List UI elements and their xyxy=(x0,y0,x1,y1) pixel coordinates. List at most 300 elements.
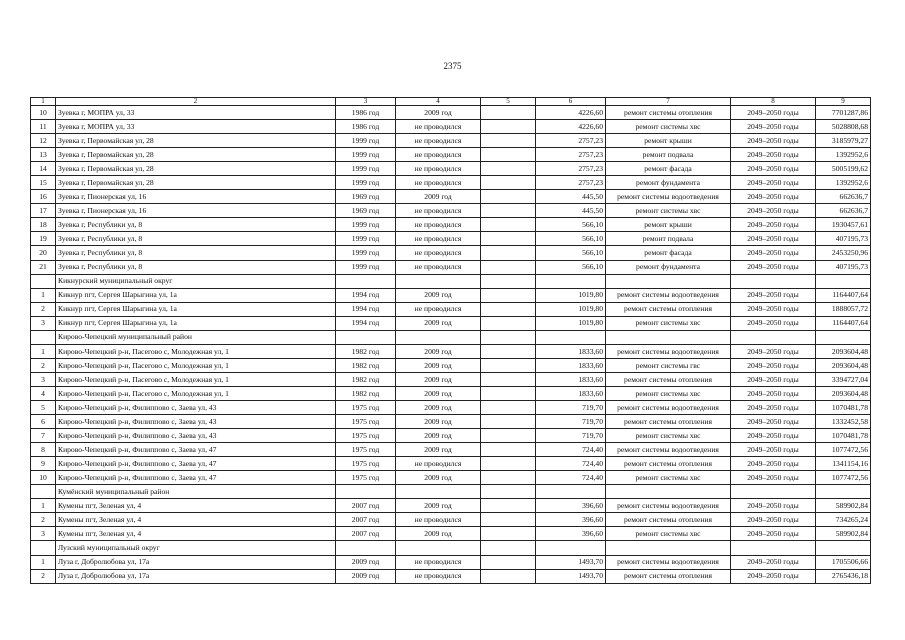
col-5-cell xyxy=(481,457,536,471)
row-number-cell: 20 xyxy=(31,246,56,260)
table-row xyxy=(31,386,871,400)
cost-cell: 2765436,18 xyxy=(816,569,871,583)
repair-type-cell: ремонт системы водоотведения xyxy=(606,499,731,513)
table-row xyxy=(31,148,871,162)
area-cell: 2757,23 xyxy=(536,148,606,162)
repair-period-cell: 2049–2050 годы xyxy=(731,204,816,218)
address-cell: Зуевка г, Республики ул, 8 xyxy=(56,218,336,232)
repair-period-cell: 2049–2050 годы xyxy=(731,358,816,372)
last-repair-year-cell: не проводился xyxy=(396,120,481,134)
area-cell: 1833,60 xyxy=(536,386,606,400)
area-cell: 2757,23 xyxy=(536,176,606,190)
repair-period-cell: 2049–2050 годы xyxy=(731,457,816,471)
column-number: 2 xyxy=(56,98,336,106)
row-number-cell: 2 xyxy=(31,569,56,583)
empty-cell xyxy=(336,330,396,344)
col-5-cell xyxy=(481,162,536,176)
section-label: Кумёнский муниципальный район xyxy=(56,485,336,499)
last-repair-year-cell: 2009 год xyxy=(396,400,481,414)
build-year-cell: 1982 год xyxy=(336,386,396,400)
last-repair-year-cell: не проводился xyxy=(396,302,481,316)
table-row xyxy=(31,344,871,358)
build-year-cell: 1999 год xyxy=(336,176,396,190)
empty-cell xyxy=(481,541,536,555)
last-repair-year-cell: не проводился xyxy=(396,246,481,260)
row-number-cell: 2 xyxy=(31,302,56,316)
table-row xyxy=(31,372,871,386)
last-repair-year-cell: 2009 год xyxy=(396,358,481,372)
col-5-cell xyxy=(481,316,536,330)
row-number-cell: 16 xyxy=(31,190,56,204)
last-repair-year-cell: не проводился xyxy=(396,176,481,190)
cost-cell: 7701287,86 xyxy=(816,106,871,120)
build-year-cell: 1999 год xyxy=(336,246,396,260)
column-number: 7 xyxy=(606,98,731,106)
build-year-cell: 2009 год xyxy=(336,569,396,583)
empty-cell xyxy=(816,330,871,344)
table-row xyxy=(31,555,871,569)
repair-type-cell: ремонт подвала xyxy=(606,232,731,246)
repair-type-cell: ремонт системы отопления xyxy=(606,457,731,471)
section-row xyxy=(31,330,871,344)
table-row xyxy=(31,499,871,513)
area-cell: 566,10 xyxy=(536,246,606,260)
col-5-cell xyxy=(481,344,536,358)
row-number-cell: 2 xyxy=(31,358,56,372)
empty-cell xyxy=(731,541,816,555)
col-5-cell xyxy=(481,513,536,527)
repair-period-cell: 2049–2050 годы xyxy=(731,162,816,176)
area-cell: 1019,80 xyxy=(536,316,606,330)
cost-cell: 3394727,04 xyxy=(816,372,871,386)
last-repair-year-cell: 2009 год xyxy=(396,372,481,386)
column-number: 4 xyxy=(396,98,481,106)
last-repair-year-cell: 2009 год xyxy=(396,443,481,457)
row-number-cell: 13 xyxy=(31,148,56,162)
area-cell: 566,10 xyxy=(536,218,606,232)
repair-period-cell: 2049–2050 годы xyxy=(731,106,816,120)
repair-type-cell: ремонт системы хвс xyxy=(606,429,731,443)
row-number-cell: 6 xyxy=(31,415,56,429)
row-number-cell: 1 xyxy=(31,499,56,513)
build-year-cell: 1999 год xyxy=(336,232,396,246)
cost-cell: 1070481,78 xyxy=(816,429,871,443)
repair-period-cell: 2049–2050 годы xyxy=(731,372,816,386)
row-number-cell: 10 xyxy=(31,106,56,120)
last-repair-year-cell: не проводился xyxy=(396,457,481,471)
area-cell: 1833,60 xyxy=(536,372,606,386)
row-number-cell: 8 xyxy=(31,443,56,457)
build-year-cell: 1999 год xyxy=(336,218,396,232)
address-cell: Кирово-Чепецкий р-н, Пасегово с, Молодежная ул, 1 xyxy=(56,386,336,400)
col-5-cell xyxy=(481,176,536,190)
area-cell: 724,40 xyxy=(536,471,606,485)
cost-cell: 5028808,68 xyxy=(816,120,871,134)
row-number-cell: 1 xyxy=(31,344,56,358)
cost-cell: 1070481,78 xyxy=(816,400,871,414)
address-cell: Кирово-Чепецкий р-н, Пасегово с, Молодежная ул, 1 xyxy=(56,358,336,372)
repair-period-cell: 2049–2050 годы xyxy=(731,190,816,204)
section-number-cell xyxy=(31,330,56,344)
repair-schedule-table xyxy=(30,97,871,584)
repair-period-cell: 2049–2050 годы xyxy=(731,288,816,302)
cost-cell: 2093604,48 xyxy=(816,344,871,358)
repair-period-cell: 2049–2050 годы xyxy=(731,527,816,541)
area-cell: 724,40 xyxy=(536,443,606,457)
address-cell: Зуевка г, Республики ул, 8 xyxy=(56,260,336,274)
build-year-cell: 1975 год xyxy=(336,415,396,429)
table-row xyxy=(31,288,871,302)
address-cell: Зуевка г, Первомайская ул, 28 xyxy=(56,134,336,148)
cost-cell: 1392952,6 xyxy=(816,148,871,162)
empty-cell xyxy=(481,485,536,499)
address-cell: Кумены пгт, Зеленая ул, 4 xyxy=(56,527,336,541)
build-year-cell: 1999 год xyxy=(336,162,396,176)
address-cell: Зуевка г, Республики ул, 8 xyxy=(56,232,336,246)
area-cell: 719,70 xyxy=(536,400,606,414)
last-repair-year-cell: 2009 год xyxy=(396,471,481,485)
last-repair-year-cell: 2009 год xyxy=(396,288,481,302)
empty-cell xyxy=(396,274,481,288)
repair-period-cell: 2049–2050 годы xyxy=(731,148,816,162)
build-year-cell: 1975 год xyxy=(336,400,396,414)
table-row xyxy=(31,120,871,134)
table-row xyxy=(31,204,871,218)
repair-type-cell: ремонт системы водоотведения xyxy=(606,555,731,569)
build-year-cell: 1994 год xyxy=(336,302,396,316)
last-repair-year-cell: 2009 год xyxy=(396,429,481,443)
repair-type-cell: ремонт системы хвс xyxy=(606,471,731,485)
address-cell: Луза г, Добролюбова ул, 17а xyxy=(56,569,336,583)
last-repair-year-cell: не проводился xyxy=(396,204,481,218)
col-5-cell xyxy=(481,204,536,218)
row-number-cell: 19 xyxy=(31,232,56,246)
section-number-cell xyxy=(31,274,56,288)
cost-cell: 1341154,16 xyxy=(816,457,871,471)
cost-cell: 662636,7 xyxy=(816,190,871,204)
column-number: 6 xyxy=(536,98,606,106)
address-cell: Кирово-Чепецкий р-н, Филиппово с, Заева ул, 47 xyxy=(56,457,336,471)
table-row xyxy=(31,302,871,316)
area-cell: 4226,60 xyxy=(536,106,606,120)
repair-type-cell: ремонт системы отопления xyxy=(606,302,731,316)
row-number-cell: 11 xyxy=(31,120,56,134)
last-repair-year-cell: не проводился xyxy=(396,218,481,232)
last-repair-year-cell: не проводился xyxy=(396,260,481,274)
cost-cell: 589902,84 xyxy=(816,527,871,541)
address-cell: Кирово-Чепецкий р-н, Филиппово с, Заева ул, 47 xyxy=(56,471,336,485)
cost-cell: 1705506,66 xyxy=(816,555,871,569)
repair-period-cell: 2049–2050 годы xyxy=(731,302,816,316)
repair-period-cell: 2049–2050 годы xyxy=(731,344,816,358)
table-row xyxy=(31,358,871,372)
build-year-cell: 1969 год xyxy=(336,190,396,204)
page-number: 2375 xyxy=(443,61,462,71)
section-row xyxy=(31,541,871,555)
build-year-cell: 1982 год xyxy=(336,358,396,372)
address-cell: Кирово-Чепецкий р-н, Филиппово с, Заева ул, 43 xyxy=(56,415,336,429)
empty-cell xyxy=(396,485,481,499)
build-year-cell: 2009 год xyxy=(336,555,396,569)
area-cell: 719,70 xyxy=(536,429,606,443)
repair-period-cell: 2049–2050 годы xyxy=(731,415,816,429)
cost-cell: 1930457,61 xyxy=(816,218,871,232)
area-cell: 566,10 xyxy=(536,232,606,246)
area-cell: 566,10 xyxy=(536,260,606,274)
table-row xyxy=(31,106,871,120)
cost-cell: 2453250,96 xyxy=(816,246,871,260)
col-5-cell xyxy=(481,429,536,443)
table-row xyxy=(31,569,871,583)
repair-period-cell: 2049–2050 годы xyxy=(731,232,816,246)
last-repair-year-cell: 2009 год xyxy=(396,190,481,204)
repair-period-cell: 2049–2050 годы xyxy=(731,316,816,330)
repair-period-cell: 2049–2050 годы xyxy=(731,471,816,485)
empty-cell xyxy=(731,485,816,499)
repair-period-cell: 2049–2050 годы xyxy=(731,400,816,414)
col-5-cell xyxy=(481,232,536,246)
repair-period-cell: 2049–2050 годы xyxy=(731,386,816,400)
column-number: 3 xyxy=(336,98,396,106)
repair-period-cell: 2049–2050 годы xyxy=(731,555,816,569)
build-year-cell: 1975 год xyxy=(336,443,396,457)
col-5-cell xyxy=(481,555,536,569)
column-number-row xyxy=(31,98,871,106)
address-cell: Кирово-Чепецкий р-н, Филиппово с, Заева ул, 43 xyxy=(56,400,336,414)
address-cell: Кирово-Чепецкий р-н, Пасегово с, Молодежная ул, 1 xyxy=(56,344,336,358)
row-number-cell: 5 xyxy=(31,400,56,414)
address-cell: Зуевка г, МОПРА ул, 33 xyxy=(56,120,336,134)
empty-cell xyxy=(606,274,731,288)
column-number: 8 xyxy=(731,98,816,106)
empty-cell xyxy=(481,274,536,288)
col-5-cell xyxy=(481,288,536,302)
area-cell: 396,60 xyxy=(536,513,606,527)
col-5-cell xyxy=(481,358,536,372)
area-cell: 719,70 xyxy=(536,415,606,429)
empty-cell xyxy=(336,541,396,555)
last-repair-year-cell: не проводился xyxy=(396,513,481,527)
last-repair-year-cell: не проводился xyxy=(396,148,481,162)
last-repair-year-cell: 2009 год xyxy=(396,106,481,120)
row-number-cell: 21 xyxy=(31,260,56,274)
repair-type-cell: ремонт фундамента xyxy=(606,260,731,274)
address-cell: Зуевка г, Первомайская ул, 28 xyxy=(56,176,336,190)
col-5-cell xyxy=(481,443,536,457)
build-year-cell: 2007 год xyxy=(336,527,396,541)
row-number-cell: 9 xyxy=(31,457,56,471)
area-cell: 445,50 xyxy=(536,190,606,204)
build-year-cell: 1969 год xyxy=(336,204,396,218)
repair-period-cell: 2049–2050 годы xyxy=(731,429,816,443)
repair-period-cell: 2049–2050 годы xyxy=(731,499,816,513)
row-number-cell: 3 xyxy=(31,316,56,330)
area-cell: 1833,60 xyxy=(536,358,606,372)
build-year-cell: 1975 год xyxy=(336,457,396,471)
area-cell: 1833,60 xyxy=(536,344,606,358)
repair-type-cell: ремонт системы хвс xyxy=(606,120,731,134)
area-cell: 724,40 xyxy=(536,457,606,471)
last-repair-year-cell: не проводился xyxy=(396,555,481,569)
build-year-cell: 1999 год xyxy=(336,148,396,162)
section-number-cell xyxy=(31,541,56,555)
cost-cell: 734265,24 xyxy=(816,513,871,527)
cost-cell: 5005199,62 xyxy=(816,162,871,176)
repair-type-cell: ремонт системы хвс xyxy=(606,527,731,541)
cost-cell: 1332452,58 xyxy=(816,415,871,429)
col-5-cell xyxy=(481,120,536,134)
row-number-cell: 18 xyxy=(31,218,56,232)
last-repair-year-cell: не проводился xyxy=(396,569,481,583)
table-row xyxy=(31,429,871,443)
table-row xyxy=(31,443,871,457)
repair-type-cell: ремонт системы водоотведения xyxy=(606,344,731,358)
area-cell: 1493,70 xyxy=(536,569,606,583)
row-number-cell: 3 xyxy=(31,372,56,386)
repair-type-cell: ремонт системы отопления xyxy=(606,513,731,527)
col-5-cell xyxy=(481,400,536,414)
empty-cell xyxy=(396,330,481,344)
cost-cell: 1164407,64 xyxy=(816,316,871,330)
address-cell: Зуевка г, МОПРА ул, 33 xyxy=(56,106,336,120)
repair-type-cell: ремонт системы водоотведения xyxy=(606,288,731,302)
empty-cell xyxy=(816,485,871,499)
table-row xyxy=(31,471,871,485)
empty-cell xyxy=(606,330,731,344)
table-row xyxy=(31,527,871,541)
last-repair-year-cell: не проводился xyxy=(396,232,481,246)
repair-type-cell: ремонт системы гвс xyxy=(606,358,731,372)
empty-cell xyxy=(536,485,606,499)
repair-type-cell: ремонт фасада xyxy=(606,246,731,260)
table-row xyxy=(31,218,871,232)
column-number: 1 xyxy=(31,98,56,106)
column-number: 5 xyxy=(481,98,536,106)
table-row xyxy=(31,190,871,204)
address-cell: Кирово-Чепецкий р-н, Филиппово с, Заева ул, 47 xyxy=(56,443,336,457)
build-year-cell: 2007 год xyxy=(336,499,396,513)
cost-cell: 1077472,56 xyxy=(816,471,871,485)
last-repair-year-cell: 2009 год xyxy=(396,415,481,429)
section-label: Лузский муниципальный округ xyxy=(56,541,336,555)
cost-cell: 1164407,64 xyxy=(816,288,871,302)
last-repair-year-cell: 2009 год xyxy=(396,316,481,330)
build-year-cell: 1999 год xyxy=(336,134,396,148)
section-row xyxy=(31,485,871,499)
repair-period-cell: 2049–2050 годы xyxy=(731,260,816,274)
address-cell: Луза г, Добролюбова ул, 17а xyxy=(56,555,336,569)
table-row xyxy=(31,246,871,260)
col-5-cell xyxy=(481,471,536,485)
address-cell: Зуевка г, Пионерская ул, 16 xyxy=(56,190,336,204)
table-row xyxy=(31,260,871,274)
repair-type-cell: ремонт системы отопления xyxy=(606,415,731,429)
repair-type-cell: ремонт системы отопления xyxy=(606,372,731,386)
col-5-cell xyxy=(481,386,536,400)
build-year-cell: 1975 год xyxy=(336,471,396,485)
repair-type-cell: ремонт фундамента xyxy=(606,176,731,190)
table-body xyxy=(31,98,871,584)
cost-cell: 1077472,56 xyxy=(816,443,871,457)
col-5-cell xyxy=(481,569,536,583)
empty-cell xyxy=(336,274,396,288)
cost-cell: 2093604,48 xyxy=(816,358,871,372)
repair-type-cell: ремонт системы водоотведения xyxy=(606,190,731,204)
area-cell: 1493,70 xyxy=(536,555,606,569)
area-cell: 1019,80 xyxy=(536,288,606,302)
table-row xyxy=(31,134,871,148)
repair-type-cell: ремонт крыши xyxy=(606,218,731,232)
address-cell: Кикнур пгт, Сергея Шарыгина ул, 1а xyxy=(56,288,336,302)
table-row xyxy=(31,162,871,176)
repair-period-cell: 2049–2050 годы xyxy=(731,134,816,148)
row-number-cell: 3 xyxy=(31,527,56,541)
repair-period-cell: 2049–2050 годы xyxy=(731,218,816,232)
row-number-cell: 10 xyxy=(31,471,56,485)
col-5-cell xyxy=(481,415,536,429)
build-year-cell: 1986 год xyxy=(336,120,396,134)
empty-cell xyxy=(481,330,536,344)
build-year-cell: 1982 год xyxy=(336,372,396,386)
empty-cell xyxy=(731,330,816,344)
section-row xyxy=(31,274,871,288)
empty-cell xyxy=(536,330,606,344)
address-cell: Зуевка г, Пионерская ул, 16 xyxy=(56,204,336,218)
address-cell: Кикнур пгт, Сергея Шарыгина ул, 1а xyxy=(56,302,336,316)
repair-type-cell: ремонт системы отопления xyxy=(606,569,731,583)
col-5-cell xyxy=(481,260,536,274)
repair-type-cell: ремонт крыши xyxy=(606,134,731,148)
empty-cell xyxy=(816,541,871,555)
row-number-cell: 12 xyxy=(31,134,56,148)
build-year-cell: 1975 год xyxy=(336,429,396,443)
address-cell: Кирово-Чепецкий р-н, Пасегово с, Молодежная ул, 1 xyxy=(56,372,336,386)
column-number: 9 xyxy=(816,98,871,106)
cost-cell: 1392952,6 xyxy=(816,176,871,190)
build-year-cell: 1999 год xyxy=(336,260,396,274)
repair-type-cell: ремонт системы хвс xyxy=(606,386,731,400)
last-repair-year-cell: не проводился xyxy=(396,134,481,148)
table-row xyxy=(31,457,871,471)
table-row xyxy=(31,400,871,414)
col-5-cell xyxy=(481,302,536,316)
address-cell: Кирово-Чепецкий р-н, Филиппово с, Заева ул, 43 xyxy=(56,429,336,443)
repair-type-cell: ремонт фасада xyxy=(606,162,731,176)
cost-cell: 2093604,48 xyxy=(816,386,871,400)
section-label: Кирово-Чепецкий муниципальный район xyxy=(56,330,336,344)
col-5-cell xyxy=(481,372,536,386)
repair-period-cell: 2049–2050 годы xyxy=(731,246,816,260)
cost-cell: 407195,73 xyxy=(816,260,871,274)
address-cell: Зуевка г, Республики ул, 8 xyxy=(56,246,336,260)
address-cell: Кумены пгт, Зеленая ул, 4 xyxy=(56,499,336,513)
area-cell: 1019,80 xyxy=(536,302,606,316)
row-number-cell: 2 xyxy=(31,513,56,527)
repair-type-cell: ремонт системы хвс xyxy=(606,204,731,218)
repair-period-cell: 2049–2050 годы xyxy=(731,176,816,190)
col-5-cell xyxy=(481,499,536,513)
last-repair-year-cell: 2009 год xyxy=(396,386,481,400)
area-cell: 4226,60 xyxy=(536,120,606,134)
last-repair-year-cell: 2009 год xyxy=(396,344,481,358)
table-row xyxy=(31,232,871,246)
empty-cell xyxy=(536,541,606,555)
cost-cell: 3185979,27 xyxy=(816,134,871,148)
col-5-cell xyxy=(481,218,536,232)
build-year-cell: 1994 год xyxy=(336,288,396,302)
address-cell: Зуевка г, Первомайская ул, 28 xyxy=(56,162,336,176)
build-year-cell: 1986 год xyxy=(336,106,396,120)
